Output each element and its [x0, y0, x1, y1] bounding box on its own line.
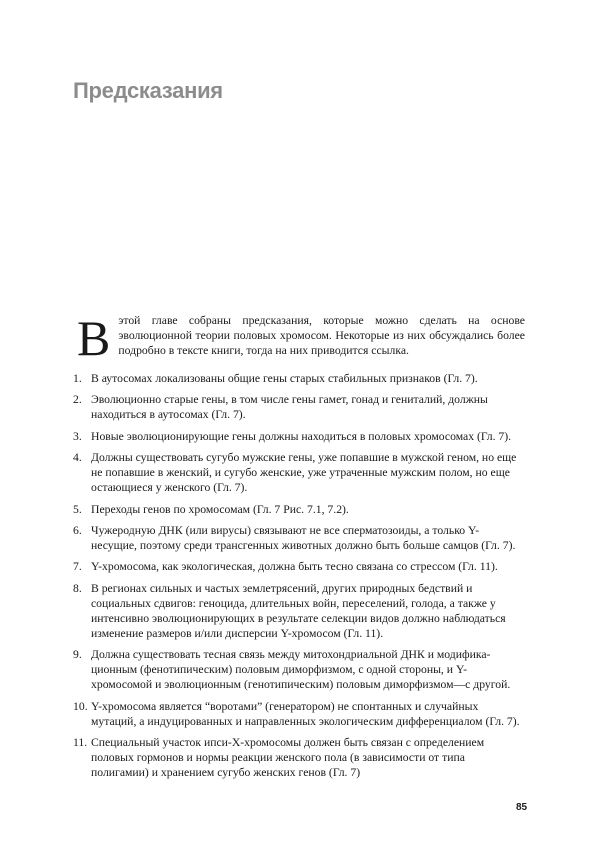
- page-title: Предсказания: [73, 78, 223, 103]
- item-number: 8.: [73, 581, 82, 595]
- item-number: 1.: [73, 372, 82, 385]
- item-number: 4.: [73, 451, 82, 465]
- item-number: 6.: [73, 523, 82, 537]
- list-item: [73, 699, 525, 729]
- item-text: Y-хромосома, как экологическая, должна быть тесно связана со стрессом (Гл. 11).: [91, 560, 498, 574]
- drop-cap: В: [77, 310, 111, 366]
- item-text: Специальный участок ипси-Х-хромосомы должен быть связан с определением половых гормонов и нормы реакции женского пола (в зависимости от типа полигамии) и хранением сугубо женских генов (Гл. 7): [91, 735, 485, 779]
- item-text: Чужеродную ДНК (или вирусы) связывают не все сперматозоиды, а только Y-несущие, поэтому среди трансгенных животных должно быть больше самцов (Гл. 7).: [91, 523, 516, 552]
- list-item: [73, 392, 525, 422]
- list-item: [73, 371, 525, 386]
- item-text: В аутосомах локализованы общие гены старых стабильных признаков (Гл. 7).: [91, 372, 478, 385]
- item-text: Новые эволюционирующие гены должны находиться в половых хромосомах (Гл. 7).: [91, 429, 512, 443]
- item-number: 10.: [73, 699, 88, 713]
- item-text: Должна существовать тесная связь между митохондриальной ДНК и модифика-ционным (фенотипическим) половым диморфизмом, с одной стороны, и Y-хромосомой и эволюционным (генотипическим) половым диморфизмом—с другой.: [91, 648, 511, 692]
- item-text: Должны существовать сугубо мужские гены, уже попавшие в мужской геном, но еще не попавшие в женский, и сугубо женские, уже утраченные мужским полом, но еще остающиеся у женского (Гл. 7).: [91, 451, 517, 495]
- list-item: [73, 523, 525, 553]
- item-text: Переходы генов по хромосомам (Гл. 7 Рис. 7.1, 7.2).: [91, 502, 349, 516]
- item-number: 5.: [73, 502, 82, 516]
- list-item: [73, 581, 525, 641]
- list-item: [73, 735, 525, 780]
- list-item: [73, 559, 525, 574]
- item-text: Эволюционно старые гены, в том числе гены гамет, гонад и гениталий, должны находиться в аутосомах (Гл. 7).: [91, 393, 488, 422]
- intro-text: этой главе собраны предсказания, которые можно сделать на основе эволюционной теории половых хромосом. Некоторые из них обсуждались более подробно в тексте книги, тогда на них приводится ссылка.: [118, 314, 525, 357]
- list-item: [73, 450, 525, 495]
- list-item: [73, 429, 525, 444]
- item-number: 9.: [73, 648, 82, 662]
- list-item: [73, 647, 525, 692]
- page-number: 85: [516, 802, 528, 813]
- item-text: Y-хромосома является “воротами” (генератором) не спонтанных и случайных мутаций, а индуцированных и направленных экологическим дифференциалом (Гл. 7).: [91, 699, 520, 728]
- item-number: 7.: [73, 560, 82, 574]
- predictions-list: [73, 371, 525, 786]
- item-number: 2.: [73, 393, 82, 407]
- list-item: [73, 502, 525, 517]
- intro-paragraph: [75, 310, 525, 366]
- item-text: В регионах сильных и частых землетрясений, других природных бедствий и социальных сдвигов: геноцида, длительных войн, переселений, голода, а также у интенсивно эволюционирующих в результате селекции видов должно наблюдаться изменение размеров и/или дисперсии Y-хромосом (Гл. 11).: [91, 581, 506, 640]
- item-number: 3.: [73, 429, 82, 443]
- item-number: 11.: [73, 735, 88, 749]
